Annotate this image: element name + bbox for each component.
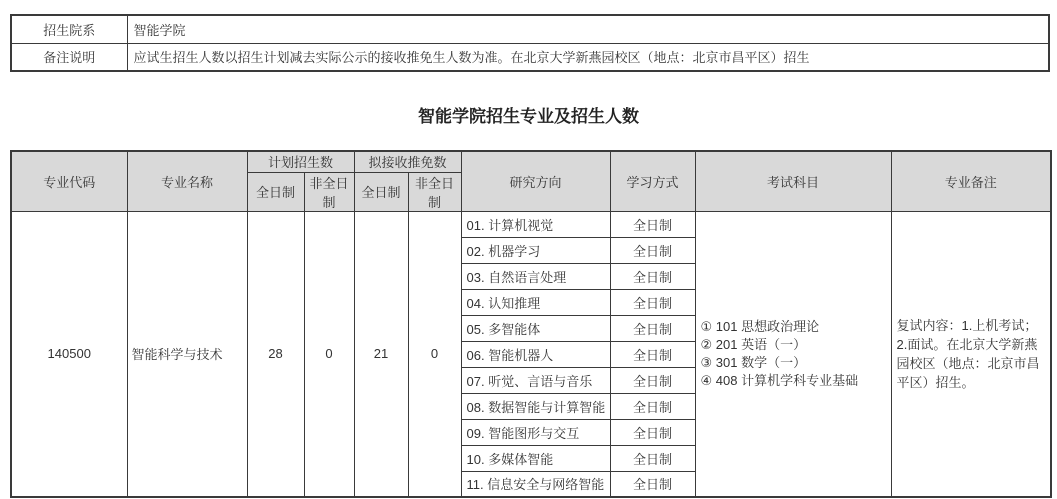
- research-direction-cell: 05. 多智能体: [461, 315, 610, 341]
- study-mode-cell: 全日制: [610, 289, 695, 315]
- info-table: [10, 14, 1050, 72]
- research-direction-cell: 09. 智能图形与交互: [461, 419, 610, 445]
- research-direction-cell: 02. 机器学习: [461, 237, 610, 263]
- header-exempt-full-time: 全日制: [354, 172, 408, 211]
- research-direction-cell: 06. 智能机器人: [461, 341, 610, 367]
- admission-table: [10, 150, 1052, 498]
- study-mode-cell: 全日制: [610, 315, 695, 341]
- header-study-mode: 学习方式: [610, 151, 695, 211]
- header-major-remarks: 专业备注: [891, 151, 1051, 211]
- major-remarks-cell: 复试内容：1.上机考试；2.面试。在北京大学新燕园校区（地点：北京市昌平区）招生。: [891, 211, 1051, 497]
- study-mode-cell: 全日制: [610, 471, 695, 497]
- study-mode-cell: 全日制: [610, 263, 695, 289]
- major-name-cell: 智能科学与技术: [127, 211, 247, 497]
- exam-subject-line: ④ 408 计算机学科专业基础: [700, 372, 859, 388]
- header-planned-part-time: 非全日制: [304, 172, 354, 211]
- exam-subject-line: ① 101 思想政治理论: [700, 318, 820, 334]
- study-mode-cell: 全日制: [610, 367, 695, 393]
- study-mode-cell: 全日制: [610, 211, 695, 237]
- header-major-code: 专业代码: [11, 151, 127, 211]
- info-row-department: [11, 15, 1049, 43]
- research-direction-cell: 03. 自然语言处理: [461, 263, 610, 289]
- exam-subject-line: ③ 301 数学（一）: [700, 354, 807, 370]
- study-mode-cell: 全日制: [610, 445, 695, 471]
- research-direction-cell: 01. 计算机视觉: [461, 211, 610, 237]
- header-recommended-exempt: 拟接收推免数: [354, 151, 461, 172]
- research-direction-cell: 07. 听觉、言语与音乐: [461, 367, 610, 393]
- page-title: 智能学院招生专业及招生人数: [418, 107, 639, 126]
- research-direction-row: [11, 211, 1051, 237]
- exempt-part-time-cell: 0: [408, 211, 461, 497]
- planned-full-time-cell: 28: [247, 211, 304, 497]
- header-row-1: [11, 151, 1051, 172]
- study-mode-cell: 全日制: [610, 419, 695, 445]
- info-value-remarks: 应试生招生人数以招生计划减去实际公示的接收推免生人数为准。在北京大学新燕园校区（地点：北京市昌平区）招生: [127, 43, 1049, 71]
- exam-subjects-cell: [695, 211, 891, 497]
- study-mode-cell: 全日制: [610, 393, 695, 419]
- info-value-department: 智能学院: [127, 15, 1049, 43]
- planned-part-time-cell: 0: [304, 211, 354, 497]
- info-label-remarks: 备注说明: [11, 43, 127, 71]
- research-direction-cell: 10. 多媒体智能: [461, 445, 610, 471]
- research-direction-cell: 04. 认知推理: [461, 289, 610, 315]
- study-mode-cell: 全日制: [610, 237, 695, 263]
- header-exam-subjects: 考试科目: [695, 151, 891, 211]
- research-direction-cell: 11. 信息安全与网络智能: [461, 471, 610, 497]
- exam-subject-line: ② 201 英语（一）: [700, 336, 807, 352]
- major-code-cell: 140500: [11, 211, 127, 497]
- header-planned-full-time: 全日制: [247, 172, 304, 211]
- header-planned-enrollment: 计划招生数: [247, 151, 354, 172]
- exempt-full-time-cell: 21: [354, 211, 408, 497]
- header-research-direction: 研究方向: [461, 151, 610, 211]
- research-direction-cell: 08. 数据智能与计算智能: [461, 393, 610, 419]
- info-label-department: 招生院系: [11, 15, 127, 43]
- info-row-remarks: [11, 43, 1049, 71]
- study-mode-cell: 全日制: [610, 341, 695, 367]
- header-exempt-part-time: 非全日制: [408, 172, 461, 211]
- header-major-name: 专业名称: [127, 151, 247, 211]
